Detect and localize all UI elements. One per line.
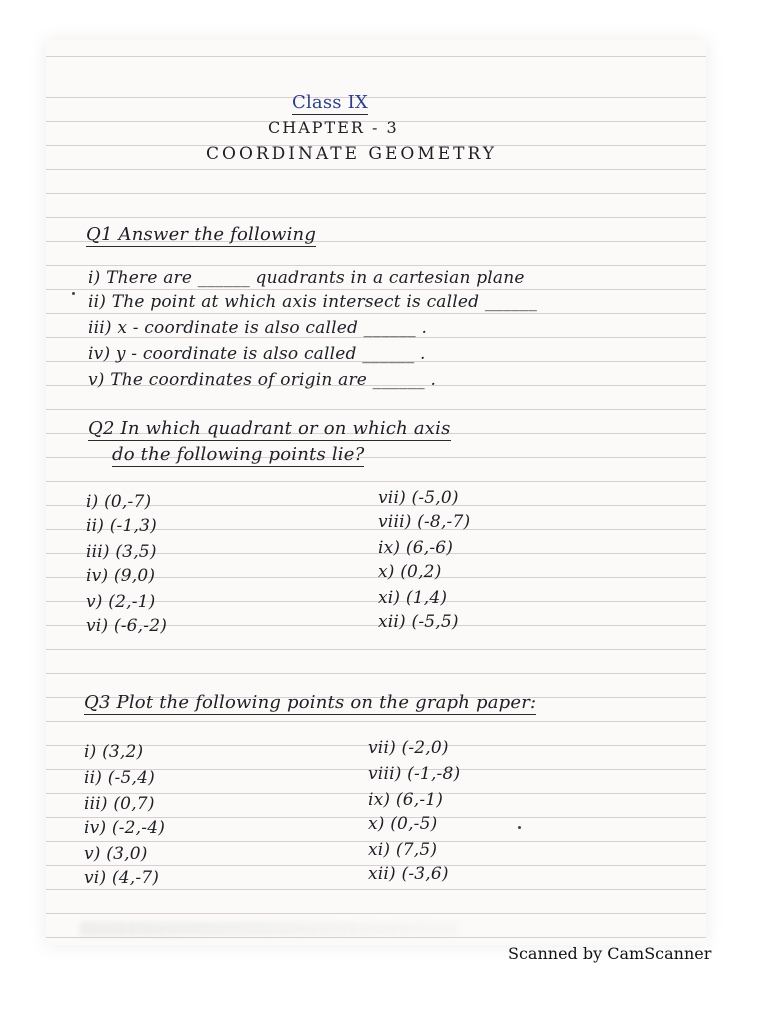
q2-heading-line1: Q2 In which quadrant or on which axis	[88, 418, 451, 439]
q3-point-right: xi) (7,5)	[368, 840, 438, 860]
q1-item: iii) x - coordinate is also called ______ .	[88, 318, 428, 338]
chapter-label: CHAPTER - 3	[268, 118, 399, 137]
q2-point-left: i) (0,-7)	[86, 492, 152, 512]
q3-point-right: ix) (6,-1)	[368, 790, 444, 810]
q2-point-right: x) (0,2)	[378, 562, 442, 582]
q2-point-right: vii) (-5,0)	[378, 488, 459, 508]
q2-point-left: vi) (-6,-2)	[86, 616, 168, 636]
q3-point-right: x) (0,-5)	[368, 814, 438, 834]
scanner-watermark: Scanned by CamScanner	[508, 944, 712, 963]
q3-point-right: xii) (-3,6)	[368, 864, 449, 884]
q2-point-right: viii) (-8,-7)	[378, 512, 471, 532]
pen-dot	[518, 826, 521, 829]
page-title: COORDINATE GEOMETRY	[206, 144, 497, 164]
q3-point-right: viii) (-1,-8)	[368, 764, 461, 784]
q1-item: i) There are ______ quadrants in a cartesian plane	[88, 268, 525, 288]
q2-point-left: iii) (3,5)	[86, 542, 157, 562]
q1-item: ii) The point at which axis intersect is called ______	[88, 292, 538, 312]
q3-point-left: v) (3,0)	[84, 844, 148, 864]
q2-point-left: iv) (9,0)	[86, 566, 156, 586]
class-label: Class IX	[292, 92, 368, 113]
q3-point-left: iv) (-2,-4)	[84, 818, 166, 838]
scan-smudge	[80, 922, 460, 936]
q3-point-left: ii) (-5,4)	[84, 768, 155, 788]
q1-item: iv) y - coordinate is also called ______ .	[88, 344, 426, 364]
q3-heading: Q3 Plot the following points on the graph paper:	[84, 692, 537, 713]
q3-point-left: i) (3,2)	[84, 742, 144, 762]
q2-point-right: xi) (1,4)	[378, 588, 448, 608]
pen-dot	[72, 292, 75, 295]
q2-heading-line2: do the following points lie?	[112, 444, 365, 465]
q3-point-left: vi) (4,-7)	[84, 868, 160, 888]
q1-heading: Q1 Answer the following	[86, 224, 317, 245]
q2-point-left: v) (2,-1)	[86, 592, 156, 612]
q2-point-right: xii) (-5,5)	[378, 612, 459, 632]
q3-point-right: vii) (-2,0)	[368, 738, 449, 758]
q2-point-left: ii) (-1,3)	[86, 516, 157, 536]
q1-item: v) The coordinates of origin are ______ .	[88, 370, 437, 390]
q2-point-right: ix) (6,-6)	[378, 538, 454, 558]
q3-point-left: iii) (0,7)	[84, 794, 155, 814]
